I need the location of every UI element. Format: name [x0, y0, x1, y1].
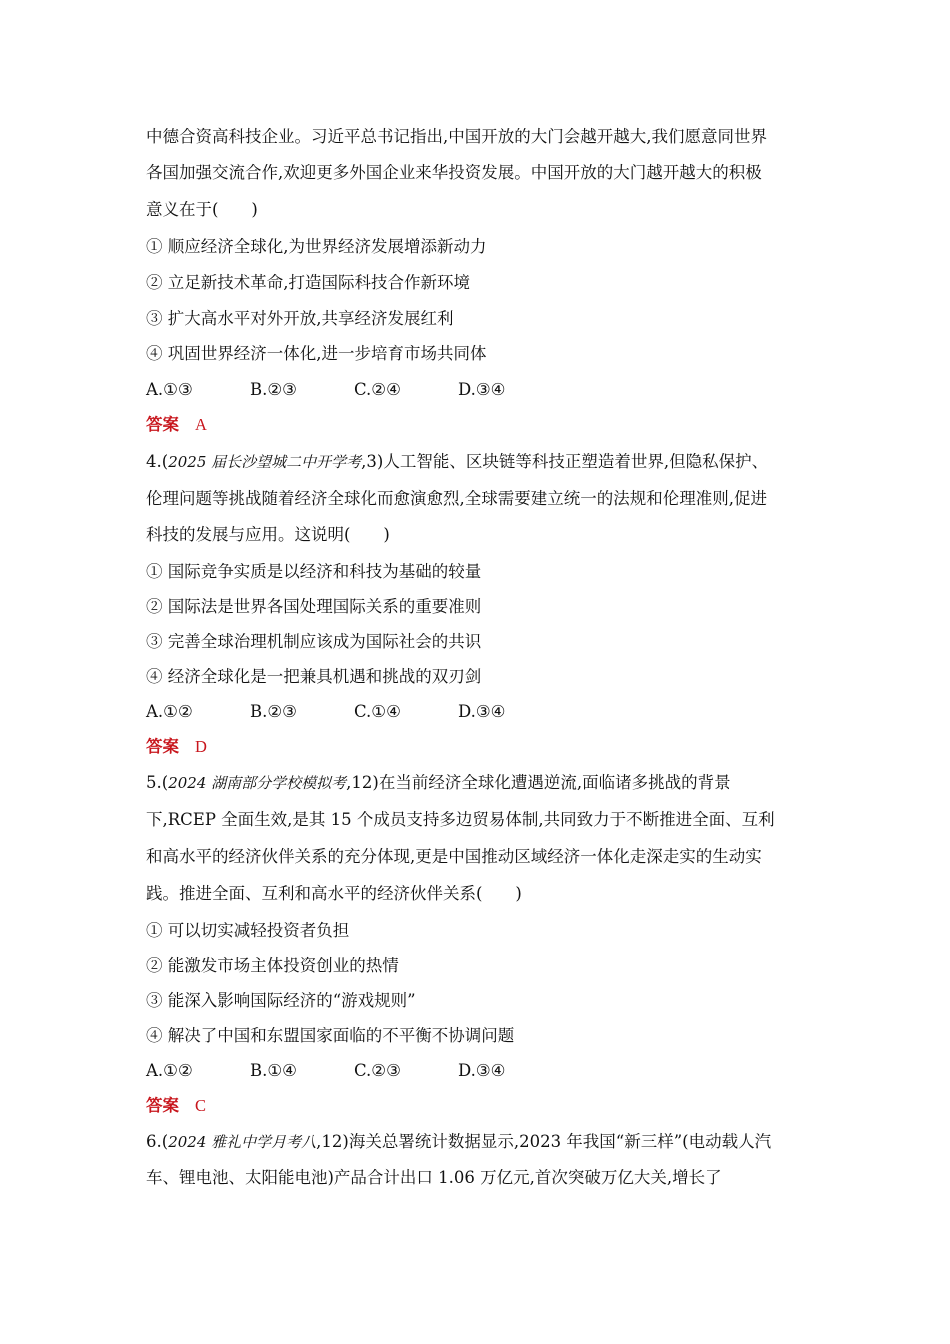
q4-source: 2025 届长沙望城二中开学考	[168, 453, 362, 471]
q4-stem-text: 人工智能、区块链等科技正塑造着世界,但隐私保护、	[383, 452, 769, 471]
q5-item-1: ① 可以切实减轻投资者负担	[146, 921, 350, 940]
q5-answer-label: 答案	[146, 1096, 179, 1115]
q6-stem-line-1	[146, 1131, 816, 1153]
q3-stem-line-3: 意义在于( )	[146, 200, 258, 219]
q5-stem-line-1	[146, 772, 816, 794]
q6-source: 2024 雅礼中学月考八	[168, 1133, 317, 1151]
q6-number: 6.(	[146, 1132, 169, 1151]
q5-options	[146, 1060, 816, 1082]
q5-item-3: ③ 能深入影响国际经济的“游戏规则”	[146, 991, 416, 1010]
q4-options	[146, 701, 816, 723]
q3-item-4: ④ 巩固世界经济一体化,进一步培育市场共同体	[146, 344, 487, 363]
q5-option-a: A.①②	[146, 1061, 193, 1080]
q5-answer-value: C	[195, 1096, 207, 1115]
q4-answer-label: 答案	[146, 737, 179, 756]
q4-answer-value: D	[195, 737, 207, 756]
q4-option-b: B.②③	[250, 702, 297, 721]
q5-item-2: ② 能激发市场主体投资创业的热情	[146, 956, 399, 975]
q6-stem-text: 海关总署统计数据显示,2023 年我国“新三样”(电动载人汽	[348, 1132, 772, 1151]
q5-source: 2024 湖南部分学校模拟考	[168, 774, 347, 792]
q6-source-tail: ,12)	[316, 1132, 349, 1151]
q3-item-3: ③ 扩大高水平对外开放,共享经济发展红利	[146, 309, 454, 328]
q3-stem-line-2: 各国加强交流合作,欢迎更多外国企业来华投资发展。中国开放的大门越开越大的积极	[146, 163, 762, 182]
q5-option-b: B.①④	[250, 1061, 297, 1080]
q5-source-tail: ,12)	[346, 773, 379, 792]
q4-source-tail: ,3)	[361, 452, 384, 471]
q3-stem-line-1: 中德合资高科技企业。习近平总书记指出,中国开放的大门会越开越大,我们愿意同世界	[146, 127, 767, 146]
q5-stem-line-4: 践。推进全面、互利和高水平的经济伙伴关系( )	[146, 884, 522, 903]
q3-option-d: D.③④	[458, 380, 506, 399]
q5-option-d: D.③④	[458, 1061, 506, 1080]
q4-stem-line-1	[146, 451, 816, 473]
q3-option-a: A.①③	[146, 380, 193, 399]
q4-item-4: ④ 经济全球化是一把兼具机遇和挑战的双刃剑	[146, 667, 482, 686]
q5-stem-text: 在当前经济全球化遭遇逆流,面临诸多挑战的背景	[378, 773, 731, 792]
q4-stem-line-2: 伦理问题等挑战随着经济全球化而愈演愈烈,全球需要建立统一的法规和伦理准则,促进	[146, 489, 767, 508]
q3-item-2: ② 立足新技术革命,打造国际科技合作新环境	[146, 273, 470, 292]
q4-answer	[146, 736, 816, 758]
q3-options	[146, 379, 816, 401]
q3-answer	[146, 414, 816, 436]
q5-answer	[146, 1095, 816, 1117]
q3-option-c: C.②④	[354, 380, 401, 399]
q3-answer-value: A	[195, 415, 207, 434]
q6-stem-line-2: 车、锂电池、太阳能电池)产品合计出口 1.06 万亿元,首次突破万亿大关,增长了	[146, 1168, 722, 1187]
q4-option-a: A.①②	[146, 702, 193, 721]
q3-item-1: ① 顺应经济全球化,为世界经济发展增添新动力	[146, 237, 487, 256]
q4-option-d: D.③④	[458, 702, 506, 721]
q5-item-4: ④ 解决了中国和东盟国家面临的不平衡不协调问题	[146, 1026, 515, 1045]
q4-stem-line-3: 科技的发展与应用。这说明( )	[146, 525, 390, 544]
q4-item-1: ① 国际竞争实质是以经济和科技为基础的较量	[146, 562, 482, 581]
q3-answer-label: 答案	[146, 415, 179, 434]
q4-item-2: ② 国际法是世界各国处理国际关系的重要准则	[146, 597, 482, 616]
q3-option-b: B.②③	[250, 380, 297, 399]
q5-stem-line-2: 下,RCEP 全面生效,是其 15 个成员支持多边贸易体制,共同致力于不断推进全面、互利	[146, 810, 775, 829]
q4-option-c: C.①④	[354, 702, 401, 721]
q5-option-c: C.②③	[354, 1061, 401, 1080]
q4-number: 4.(	[146, 452, 169, 471]
q5-stem-line-3: 和高水平的经济伙伴关系的充分体现,更是中国推动区域经济一体化走深走实的生动实	[146, 847, 762, 866]
q5-number: 5.(	[146, 773, 169, 792]
q4-item-3: ③ 完善全球治理机制应该成为国际社会的共识	[146, 632, 482, 651]
